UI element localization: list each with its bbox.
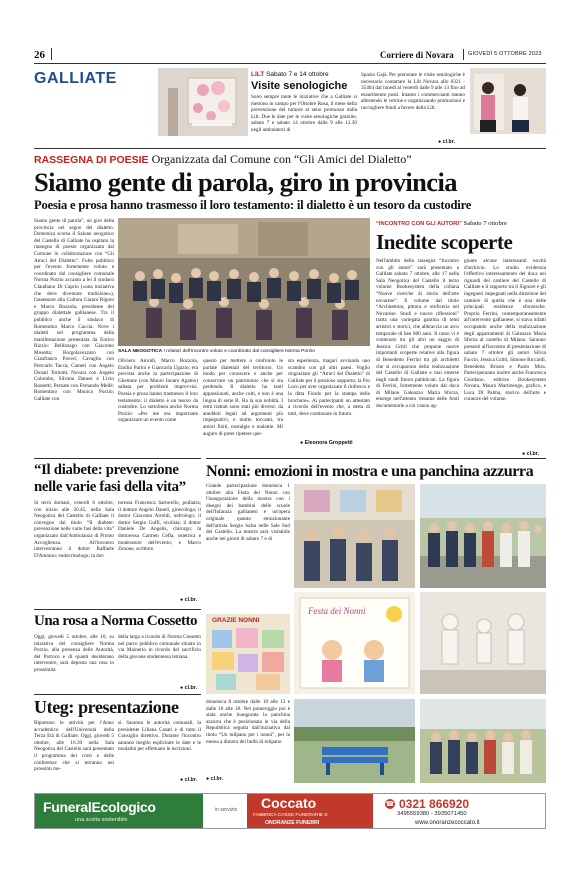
lilt-kicker: [251, 71, 329, 78]
ad-banner: [34, 793, 546, 829]
inedite-kicker: [376, 220, 507, 227]
ad-mid-small: in servizio: [215, 807, 238, 813]
inedite-title: Inedite scoperte: [376, 230, 513, 254]
rosa-signature: ● cl.br.: [180, 685, 198, 691]
uteg-col1: Ripartono le attività per l'Anno accademico dell'Università della Terza Età di Galliate. Oggi, giovedì 5 ottobre, alle 16.30 nella Sala Neogotica del Castello sarà presentato il programma dei corsi e delle conferenze che si terranno nei prossimi me-: [34, 720, 114, 773]
header-divider: [51, 48, 52, 60]
nonni-rule: [206, 458, 546, 459]
lilt-title: Visite senologiche: [251, 80, 348, 92]
inedite-col1: Nell'ambito della rassegna “Incontro con gli autori” sarà presentato a Galliate sabato 7 ottobre, alle 17 nella Sala Neogotica del Castello il terzo volume Bookesystem della collana “Nuove ricerche di storia dell'arte novarese”. Il volume dal titolo “Architettura, pittura e oreficeria nel Novarese. Studi e nuove riflessioni” tratta una variegata gamma di temi artistici e storici, che abbraccia un arco temporale di ben 800 anni. Il rasso vi è contenuto tra gli altri un saggio di Jessica Gritti che propone nuove importanti scoperte relative alla figura di Benedetto Ferrini tra gli architetti che si occuparono della realizzazione del Castello di Galliate e mai emerse negli studi finora pubblicati. La figura di Ferrini, fortemente voluto dal duca di Milano Galeazzo Maria Sforza, emerge nell'attento riesame delle fonti documentarie a cui vanno ag-: [376, 258, 459, 410]
section-rule: [34, 148, 546, 149]
tulip-event-photo: [420, 699, 546, 783]
rosa-col2: della targa a ricordo di Norma Cossetto nel parco pubblico comunale situato in via Mainerio in ricordo del sacrificio della giovane studentessa istriana.: [118, 634, 201, 660]
page-number: 26: [34, 49, 45, 61]
group-photo-caption: [118, 349, 315, 354]
header-divider: [463, 49, 464, 60]
nonni-title: Nonni: emozioni in mostra e una panchina azzurra: [206, 462, 534, 480]
nonni-photo-group: [420, 484, 546, 588]
nonni-col1: Grande partecipazione domenica 1 ottobre alla Festa dei Nonni con l'inaugurazione della mostra con i disegni dei bambini delle scuole dell'Infanzia gallianesi e un'opera originale quanto emozionante dell'artista Sergio Salsa nelle Sale Sud del Castello. La mostra sarà visitabile anche nei giorni di sabato 7 e di: [206, 483, 290, 542]
rassegna-subtitle: Organizzata dal Comune con “Gli Amici del Dialetto”: [151, 152, 412, 166]
lilt-photo: [158, 68, 248, 136]
uteg-rule: [34, 694, 201, 695]
ad-phone1: 0321 866920: [399, 797, 470, 811]
lilt-photo-image: [158, 68, 248, 136]
diabete-signature: ● cl.br.: [180, 597, 198, 603]
group-photo-image: [118, 218, 370, 346]
tulip-event-image: [420, 699, 546, 783]
caption-label: SALA NEOGOTICA: [118, 349, 163, 354]
sculpture-image: [420, 592, 546, 694]
diabete-col2: toressa Francesca Sartorello, podiatra; il dottore Angelo Daneli, ginecologo; il dottor Giacomo Airoldi, nefrologo; il dottor Sergio Guffi, oculista; il dottor Daniele De Angelis, chirurgo; la dottoressa Carmen Cefla, ostetrica e moderatore dell'evento; e Marco Zenone, scrittore.: [118, 500, 201, 553]
shop-window-image: [470, 68, 546, 134]
phone-icon: ☎: [385, 800, 395, 808]
shop-window-photo: [470, 68, 546, 134]
ad-web: www.onoranzecoccato.it: [415, 820, 480, 826]
lilt-kicker-label: LILT: [251, 71, 265, 78]
ad-mid-sub1: FABBRICA CASSE FUNERARIE E: [253, 813, 328, 818]
ad-mid-brand: Coccato: [261, 795, 317, 811]
diabete-col1: Si terrà domani, venerdì 6 ottobre, con inizio alle 20.45, nella Sala Neogotica del Castello di Galliate il convegno dal titolo “Il diabete: prevenzione nelle varie fasi della vita” organizzato dall'Ambulanza di Pronto Accoglienza. All'incontro interverranno il dottor Raffaele D'Antonio; endocrinologo; la dot-: [34, 500, 114, 559]
rosa-col1: Oggi, giovedì 5 ottobre, alle 10, su iniziativa del consigliere Norma Porzio, alla presenza delle Autorità, del Parroco e di quanti desiderano intervenire, sarà deposta una rosa in prossimità: [34, 634, 114, 673]
inedite-signature: ● cl.br.: [522, 451, 540, 457]
grazie-nonni-poster: [206, 614, 290, 694]
uteg-signature: ● cl.br.: [180, 777, 198, 783]
lilt-body-left: Sono sempre tante le iniziative che a Galliate si mettono in campo per l'Ottobre Rosa, il mese della prevenzione del tumore al seno promosso dalla Lilt. Due le date per le visite senologiche gratuite, sabato 7 e sabato 14 ottobre dalle 9 alle 12.30 negli ambulatori di: [251, 94, 357, 133]
nonni-group-image: [420, 484, 546, 588]
uteg-title: Uteg: presentazione: [34, 697, 179, 717]
main-signature: ● Eleonora Groppetti: [300, 440, 353, 446]
uteg-col2: si. Saranno le autorità comunali, la presidente Liliana Casati e di tutto il Consiglio direttivo. Durante l'incontro saranno meglio esplicitate le date e le modalità per effettuare le iscrizioni.: [118, 720, 201, 753]
poster-drawings: [206, 614, 290, 694]
lilt-signature: ● cl.br.: [438, 139, 456, 145]
newspaper-name: Corriere di Novara: [380, 50, 454, 60]
ad-mid: [247, 794, 373, 828]
lilt-body-right: Spazio Gajà. Per prenotare le visite senologiche è necessario contattare la Lilt Novara allo 0321 - 35404 dal lunedì al venerdì dalle 9 alle 13 fino ad esaurimento posti. Intanto i commercianti stanno allestendo le vetrine e organizzando promozioni e raccogliere fondi a favore della Lilt.: [361, 72, 465, 111]
lilt-kicker-date: Sabato 7 e 14 ottobre: [266, 71, 329, 78]
header-rule: [34, 63, 546, 64]
main-col4: sta esperienza, magari avviando uno scambio con gli altri paesi. Voglio ringraziare gli “Amici del Dialetto” di Galliate per il prezioso supporto; la Pro Loco per aver organizzato il rinfresco e la ditta Fiordo per la stampa della brochure». Ai partecipanti un attestato a ricordo dell'evento che, a detta di tutti, deve continuare in futuro.: [288, 358, 370, 417]
ad-phone2: 3495559380 - 3935071450: [397, 811, 467, 817]
ad-mid-sub2: ONORANZE FUNEBRI: [265, 820, 320, 826]
ad-left-tagline: una scelta sostenibile: [75, 817, 128, 823]
diabete-rule: [34, 458, 201, 459]
main-col2: Oliviero Airoldi, Marco Bozzola, Emilio Parini e Giancarla Ugazio; era prevista anche la partecipazione di Ghemme (con Mauro Innaro Agabio) saltata per problemi improvvisi. Poesia e prosa hanno trasmesso il loro testamento: il dialetto è un tesoro da custodire. Lo sottolinea anche Norma Porzio: «Per me era importante organizzare un evento come: [118, 358, 198, 424]
diabete-title: “Il diabete: prevenzione nelle varie fasi della vita”: [34, 462, 186, 495]
rosa-title: Una rosa a Norma Cossetto: [34, 613, 198, 629]
inedite-kicker-date: Sabato 7 ottobre: [463, 220, 507, 227]
caption-text: I relatori dell'incontro voluto e coordinato dal consigliere Norma Porzio: [163, 349, 316, 354]
ad-left: [35, 794, 203, 828]
nonni-col2: domenica 8 ottobre dalle 10 alle 12 e dalle 16 alle 18. Nel pomeriggio poi è stata anche inaugurata la panchina azzurra che è posizionata in via della Repubblica seguita dall'iniziativa dal titolo “Un tulipano per i nonni”, per la messa a dimora dei bulbi di tulipano: [206, 699, 290, 745]
main-subheadline: Poesia e prosa hanno trasmesso il loro testamento: il dialetto è un tesoro da custodire: [34, 198, 472, 212]
inedite-kicker-label: “INCONTRO CON GLI AUTORI”: [376, 221, 462, 227]
festa-nonni-drawing: [294, 592, 415, 694]
issue-date: GIOVEDÌ 5 OTTOBRE 2023: [468, 51, 542, 57]
rassegna-label: RASSEGNA DI POESIE: [34, 154, 149, 166]
inedite-col2: giunte alcune interessanti novità d'archivio. Lo studio evidenzia l'effettivo interessamento del duca nei riguardi del cantiere del Castello di Galliate e il rapporto tra il Signore e gli ingegneri impegnati nella direzione del cantiere di quella che è una delle principali residenze sforzesche. Proprio Ferrini, contemporaneamente all'intervento gallianese, si stava infatti occupando anche della realizzazione degli appartamenti di Galeazzo Maria Sforza al castello di Milano. Saranno presenti all'incontro di presentazione di sabato 7 ottobre gli autori Silvia Faccin, Jessica Gritti, Simone Riccardi, Benedetta Brison e Paolo Mira. Parteciperanno inoltre anche Francesca Giordano, editrice Bookesystem Novara, Mauro Martinengo, grafico, e Luca Di Palma, storico dell'arte e curatore del volume.: [464, 258, 546, 403]
main-headline: Siamo gente di parola, giro in provincia: [34, 167, 457, 197]
main-col1: Siamo gente di parola”, un giro della provincia nel segno del dialetto. Domenica scorsa il Salone neogotico del Castello di Galliate ha ospitato la rassegna di poesie organizzata dal Comune in collaborazione con “Gli Amici del Dialetto”. Folto pubblico per l'evento fortemente voluto e coordinato dal consigliere comunale Norma Porzio accanto a lei il sindaco Claudiano Di Caprio («una iniziativa che deve diventare tradizione»), l'assessore alla Cultura Gianni Rigoni e Marco Bozzola, presidente del gruppo dialettale gallianese. Tra il pubblico anche il sindaco di Romentino Marco Caccia. Nove i dialetti nel programma della manifestazione presentata da Enrico Rizzio: Bellinzago con Giacomo Mosetta; Borgolavezzaro con Gianfranco Paveri; Cavaglio con Piercarlo Tacca; Cameri con Angelo Donati Tornotti, Novara con Angelo Colombo, Silvana Danesi e Livio Rossetti; Pernate con Fernando Mellè; Romentino con Monica Porzio; Galliate con: [34, 218, 114, 403]
nonni-signature: ● cl.br.: [206, 776, 224, 782]
nonni-crowd-image: [294, 484, 415, 588]
festa-drawing-text: Festa dei Nonni: [308, 606, 366, 616]
group-photo: [118, 218, 370, 346]
blue-bench-photo: [294, 699, 415, 783]
rosa-rule: [34, 609, 201, 610]
ad-left-brand: FuneralEcologico: [43, 799, 156, 815]
page-header: [34, 48, 546, 62]
nonni-photo-crowd: [294, 484, 415, 588]
sculpture-photo: [420, 592, 546, 694]
poster-title: GRAZIE NONNI: [212, 617, 260, 624]
rassegna-kicker: [34, 152, 412, 167]
section-title: GALLIATE: [34, 70, 117, 87]
main-col3: questo per mettere a confronto le parlate dialettali del territorio. Un modo per conoscere e anche per conservare un patrimonio che si sta perdendo. Il dialetto ha tanti appassionati, anche colti, e non è una lingua di serie B. Ha la sua nobiltà. I temi trattati sono stati più diversi: da aneddoti legati ad argomenti più impegnativi, e molto toccanti, tra amori finiti, nostalgie e malattie. Mi auguro di poter ripetere que-: [203, 358, 283, 437]
blue-bench-image: [294, 699, 415, 783]
